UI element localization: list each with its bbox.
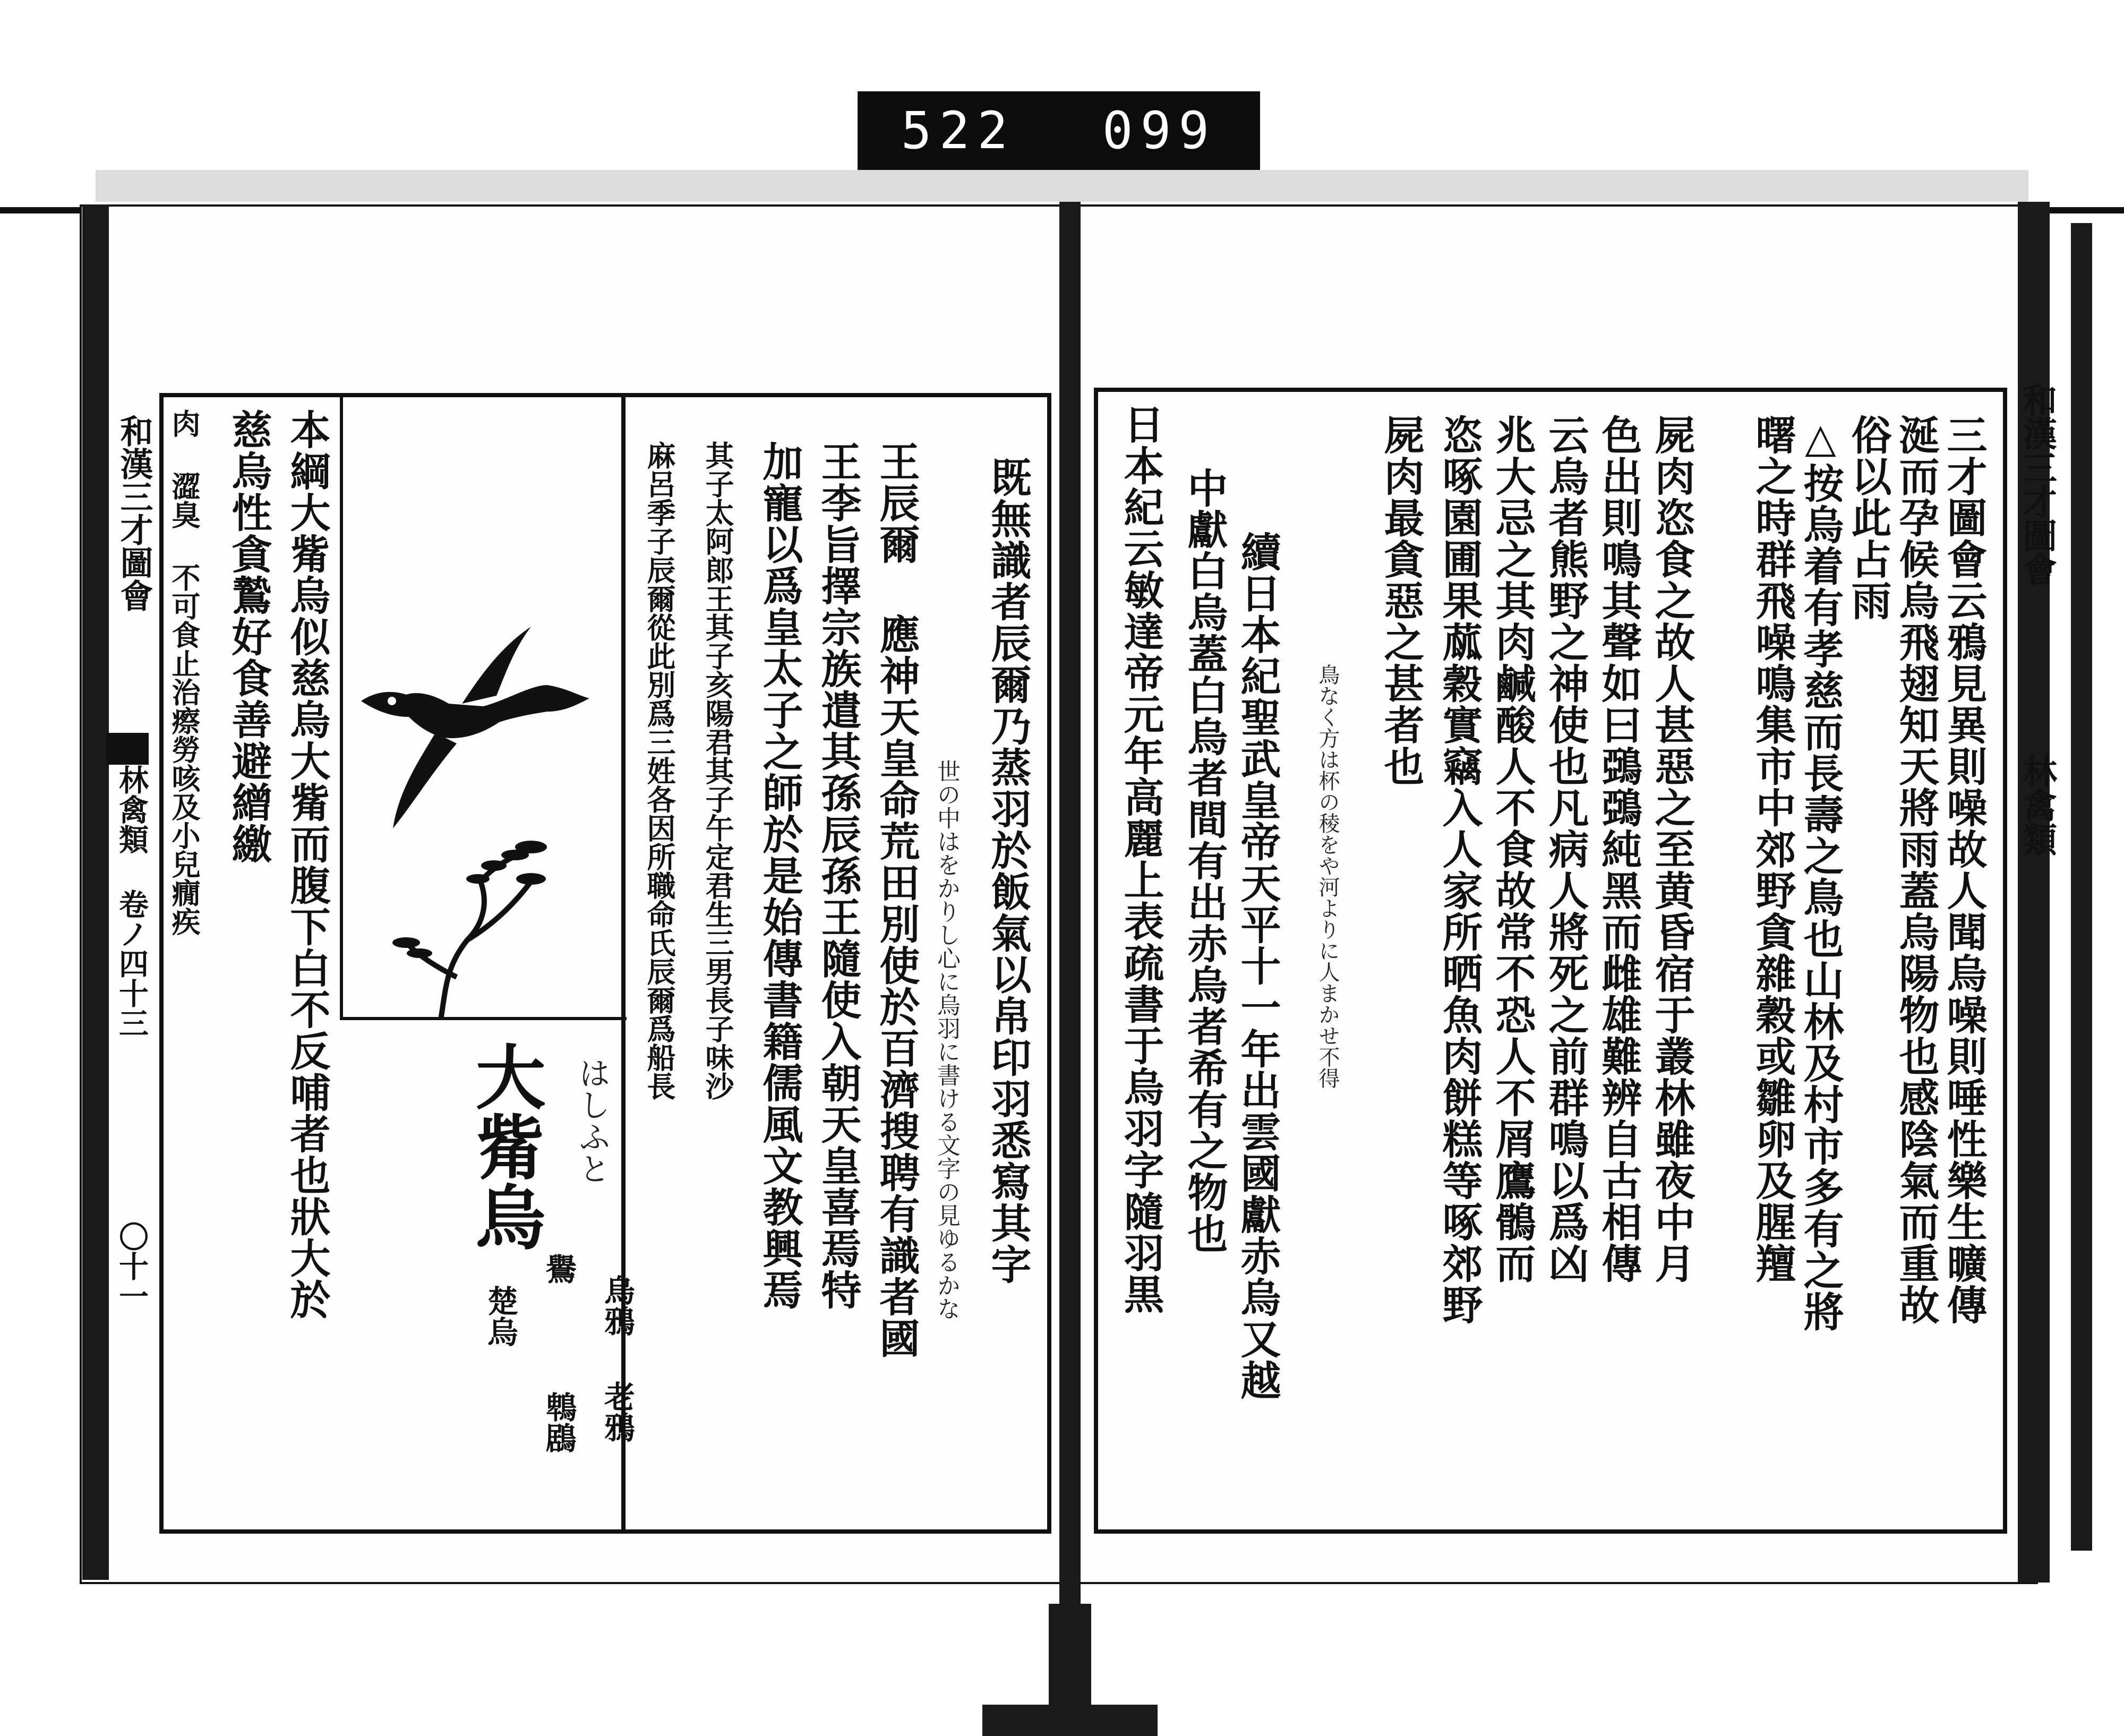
catalog-number-strip (858, 91, 1260, 170)
right-col-3: 俗以此占雨 (1845, 414, 1892, 621)
right-text-frame-left (1094, 388, 1098, 1534)
crow-bird-icon (361, 627, 589, 828)
upper-frame-top (621, 393, 1051, 397)
left-page-edge (82, 204, 109, 1580)
right-header-section: 林禽類 (2017, 754, 2057, 856)
entry-title: 大觜烏 (463, 1041, 546, 1251)
left-upper-col-6: 其子太阿郎王其子亥陽君其子午定君生三男長子味沙 (701, 441, 735, 1100)
right-waka-annotation: 鳥なく方は杯の稜をや河よりに人まかせ不得 (1315, 664, 1340, 1089)
left-upper-col-1: 既無識者辰爾乃蒸羽於飯氣以帛印羽悉寫其字 (984, 457, 1032, 1285)
left-upper-col-4: 王李旨擇宗族遣其孫辰孫王隨使入朝天皇喜焉特 (815, 441, 862, 1311)
spine-stand (982, 1705, 1158, 1736)
lower-frame-left (159, 393, 164, 1534)
right-col-7: 色出則鳴其聲如曰鵶鵶純黑而雌雄難辨自古相傳 (1595, 414, 1642, 1284)
scan-shadow-top (96, 170, 2028, 202)
lower-frame-top (159, 393, 627, 397)
catalog-number-right: 099 (1102, 101, 1217, 160)
left-upper-waka: 世の中はをかりし心に烏羽に書ける文字の見ゆるかな (933, 759, 960, 1320)
right-col-10: 恣啄園圃果蓏穀實竊入人家所晒魚肉餅糕等啄郊野 (1436, 414, 1483, 1325)
right-col-13: 中獻白烏蓋白烏者間有出赤烏者希有之物也 (1181, 467, 1228, 1254)
left-lower-col-3: 肉 澀臭 不可食止治瘵勞咳及小兒癇疾 (167, 409, 201, 936)
illustration-divider-vertical (340, 393, 343, 1020)
right-col-6: 屍肉恣食之故人甚惡之至黄昏宿于叢林雖夜中月 (1648, 414, 1695, 1284)
plant-branch-icon (409, 850, 531, 1020)
left-margin-section: 林禽類 卷ノ四十三 (114, 765, 149, 1038)
right-text-frame-bottom (1094, 1529, 2007, 1534)
right-text-frame-right (2003, 388, 2007, 1534)
left-lower-col-1: 本綱大觜烏似慈烏大觜而腹下白不反哺者也狀大於 (284, 409, 331, 1320)
right-page-edge-2 (2071, 223, 2092, 1551)
alias-2: 鸒 (541, 1253, 577, 1284)
right-col-9: 兆大忌之其肉鹹酸人不食故常不恐人不屑鷹鶻而 (1489, 414, 1536, 1284)
right-col-14: 日本紀云敏達帝元年高麗上表疏書于烏羽字隨羽黒 (1117, 404, 1164, 1315)
left-upper-col-3: 王辰爾 應神天皇命荒田別使於百濟搜聘有識者國 (873, 441, 920, 1359)
fishtail-mark (106, 733, 149, 765)
entry-reading: はしふと (573, 1057, 611, 1184)
right-text-frame-top (1094, 388, 2007, 392)
right-col-5: 曙之時群飛噪鳴集市中郊野貪雜穀或雛卵及腥羶 (1749, 414, 1796, 1284)
left-lower-col-2: 慈烏性貪鷙好食善避繒繳 (225, 409, 272, 865)
alias-1: 烏鴉 (599, 1275, 635, 1336)
right-col-11: 屍肉最貪惡之甚者也 (1377, 414, 1425, 787)
alias-3: 楚烏 (482, 1285, 518, 1347)
upper-frame-right (1047, 393, 1051, 1534)
alias-4: 老鴉 (599, 1381, 635, 1442)
right-col-1: 三才圖會云鴉見異則噪故人聞烏噪則唾性樂生曠傳 (1940, 414, 1988, 1325)
upper-frame-left (621, 393, 626, 1534)
alias-5: 鵯鶋 (541, 1391, 577, 1453)
right-col-2: 涎而孕候烏飛翅知天將雨蓋烏陽物也感陰氣而重故 (1892, 414, 1940, 1325)
right-header-title: 和漢三才圖會 (2017, 382, 2057, 586)
right-col-12: 續日本紀聖武皇帝天平十一年出雲國獻赤烏又越 (1234, 531, 1281, 1401)
right-col-4: △按烏着有孝慈而長壽之鳥也山林及村市多有之將 (1797, 414, 1844, 1332)
left-margin-folio: 〇十一 (114, 1221, 149, 1311)
upper-frame-bottom (621, 1529, 1051, 1534)
catalog-number-left: 522 (901, 101, 1016, 160)
crow-illustration (356, 605, 611, 1020)
right-col-8: 云烏者熊野之神使也凡病人將死之前群鳴以爲凶 (1542, 414, 1589, 1284)
left-margin-title: 和漢三才圖會 (115, 414, 153, 612)
gutter-line (1059, 202, 1081, 1636)
lower-frame-bottom (159, 1529, 627, 1534)
left-upper-col-7: 麻呂季子辰爾從此別爲三姓各因所職命氏辰爾爲船長 (643, 441, 676, 1100)
left-upper-col-5: 加寵以爲皇太子之師於是始傳書籍儒風文教興焉 (756, 441, 803, 1311)
